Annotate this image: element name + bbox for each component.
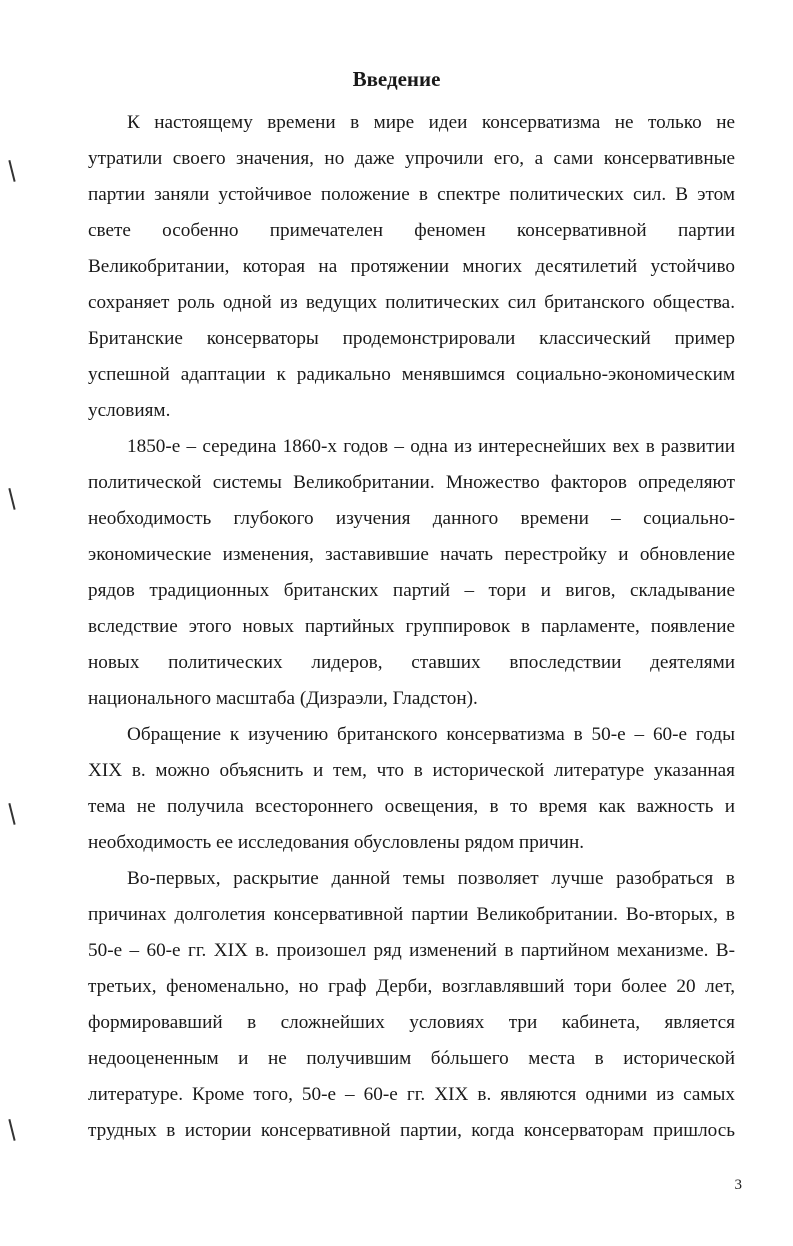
text-line: необходимость ее исследования обусловлены рядом причин. [88,832,585,853]
scan-mark [8,488,15,510]
text-line: третьих, феноменально, но граф Дерби, возглавлявший тори более 20 лет, [88,976,735,997]
text-line: необходимость глубокого изучения данного времени – социально- [88,508,735,529]
text-line: вследствие этого новых партийных группировок в парламенте, появление [88,616,735,637]
text-line: Великобритании, которая на протяжении многих десятилетий устойчиво [88,256,735,277]
text-line: 1850-е – середина 1860-х годов – одна из интереснейших вех в развитии [127,436,735,457]
scan-mark [8,803,15,825]
text-line: утратили своего значения, но даже упрочили его, а сами консервативные [88,148,735,169]
text-line: Во-первых, раскрытие данной темы позволяет лучше разобраться в [127,868,735,889]
text-line: национального масштаба (Дизраэли, Гладстон). [88,688,478,709]
text-line: Британские консерваторы продемонстрировали классический пример [88,328,735,349]
text-line: недооцененным и не получившим бóльшего места в исторической [88,1048,735,1069]
text-line: К настоящему времени в мире идеи консерватизма не только не [127,112,735,133]
text-line: экономические изменения, заставившие начать перестройку и обновление [88,544,735,565]
text-line: формировавший в сложнейших условиях три кабинета, является [88,1012,735,1033]
text-line: литературе. Кроме того, 50-е – 60-е гг. XIX в. являются одними из самых [88,1084,735,1105]
text-line: рядов традиционных британских партий – тори и вигов, складывание [88,580,735,601]
text-line: тема не получила всестороннего освещения, в то время как важность и [88,796,735,817]
text-line: трудных в истории консервативной партии, когда консерваторам пришлось [88,1120,735,1141]
text-line: причинах долголетия консервативной партии Великобритании. Во-вторых, в [88,904,735,925]
text-line: Обращение к изучению британского консерватизма в 50-е – 60-е годы [127,724,735,745]
text-line: политической системы Великобритании. Множество факторов определяют [88,472,735,493]
text-line: условиям. [88,400,171,421]
page-title: Введение [352,67,441,91]
text-line: сохраняет роль одной из ведущих политических сил британского общества. [88,292,735,313]
text-line: успешной адаптации к радикально менявшимся социально-экономическим [88,364,735,385]
text-line: 50-е – 60-е гг. XIX в. произошел ряд изменений в партийном механизме. В- [88,940,735,961]
text-line: новых политических лидеров, ставших впоследствии деятелями [88,652,735,673]
text-line: XIX в. можно объяснить и тем, что в исторической литературе указанная [88,760,735,781]
scan-mark [8,1119,15,1141]
page-number: 3 [734,1177,742,1193]
text-line: партии заняли устойчивое положение в спектре политических сил. В этом [88,184,735,205]
text-line: свете особенно примечателен феномен консервативной партии [88,220,735,241]
scan-mark [8,160,15,182]
